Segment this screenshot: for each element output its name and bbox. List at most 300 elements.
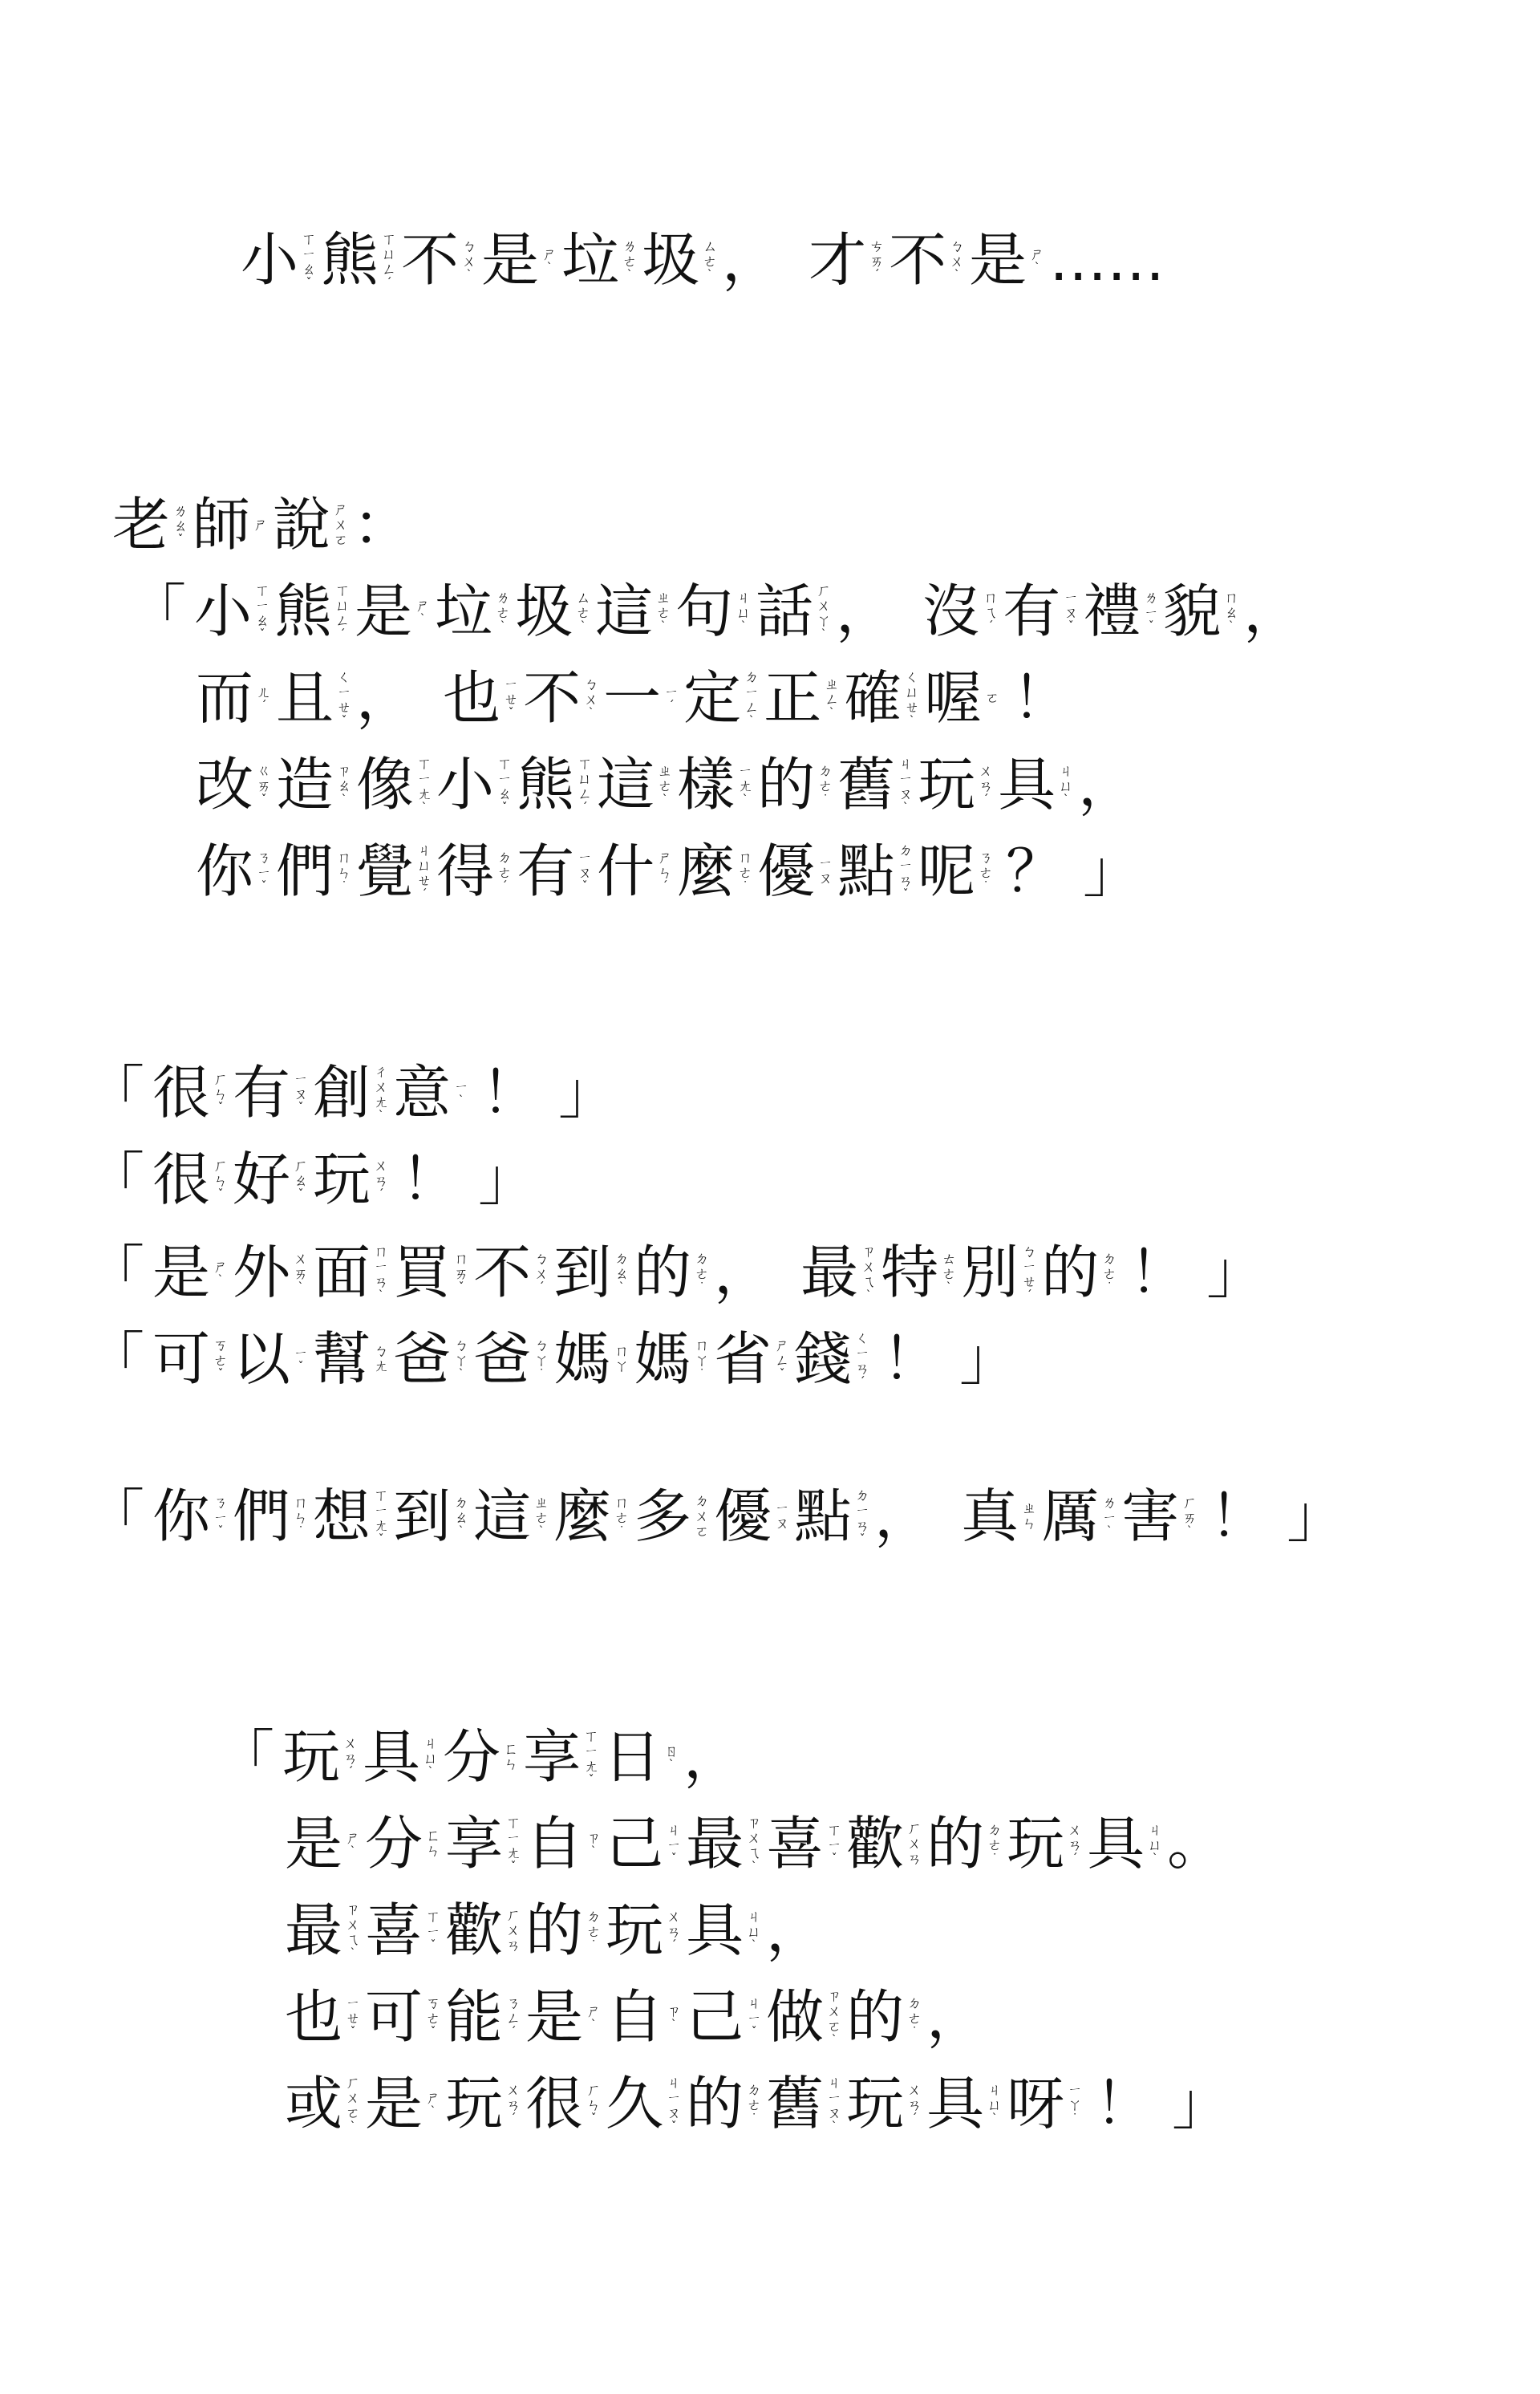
hanzi: 確 (844, 664, 902, 732)
annotated-character (313, 1136, 393, 1223)
annotated-character (1007, 2060, 1087, 2147)
annotated-character (800, 1229, 881, 1316)
annotated-character (595, 568, 675, 655)
hanzi: 優 (714, 1483, 772, 1550)
annotated-character (233, 1473, 313, 1560)
punctuation: ： (353, 491, 411, 558)
hanzi: 熊 (274, 578, 333, 645)
annotated-character (1007, 1800, 1087, 1887)
annotated-character (365, 1887, 445, 1974)
zhuyin: ㄑ ㄧ ㄝ ˇ (337, 668, 352, 728)
zhuyin: ㄐ ㄩ ㄝ ˊ (417, 842, 432, 901)
annotated-character (233, 1049, 313, 1136)
annotated-character (313, 1049, 393, 1136)
hanzi: 特 (881, 1239, 939, 1306)
zhuyin: ㄓ ㄥ ˋ (825, 676, 840, 720)
hanzi: 熊 (517, 751, 575, 818)
annotated-character (764, 655, 844, 741)
annotated-character (525, 1887, 606, 1974)
hanzi: 麼 (677, 838, 736, 905)
annotated-character (837, 828, 918, 915)
zhuyin: ㄓ ㄜ ˋ (534, 1495, 549, 1538)
annotated-character (1003, 568, 1083, 655)
hanzi: 圾 (515, 578, 573, 645)
hanzi: 不 (523, 664, 582, 732)
hanzi: 是 (365, 2070, 424, 2137)
zhuyin: ㄎ ㄜ ˇ (426, 1995, 441, 2039)
annotated-character (603, 1714, 683, 1800)
annotated-character (435, 568, 515, 655)
hanzi: 是 (481, 226, 540, 294)
annotated-character (445, 1800, 525, 1887)
zhuyin: ㄏ ㄨ ㄢ (506, 1906, 521, 1954)
zhuyin: ㄨ ㄢ ˊ (979, 763, 994, 806)
annotated-character (634, 1316, 714, 1402)
annotated-character (677, 741, 757, 828)
annotated-character (606, 1974, 686, 2060)
annotated-character (553, 1229, 634, 1316)
annotated-character (285, 1800, 365, 1887)
text-line (285, 2060, 1230, 2147)
hanzi: 很 (525, 2070, 584, 2137)
annotated-character (846, 2060, 926, 2147)
hanzi: 別 (961, 1239, 1019, 1306)
annotated-character (683, 655, 764, 741)
zhuyin: ㄕ ˋ (415, 597, 431, 626)
zhuyin: ㄕ ˋ (542, 245, 557, 274)
zhuyin: ㄉ ㄜ ˊ (497, 850, 513, 893)
annotated-character (808, 217, 889, 303)
hanzi: 是 (355, 578, 413, 645)
hanzi: 玩 (606, 1897, 664, 1964)
zhuyin: ㄗ ㄨ ㄟ ˋ (861, 1243, 877, 1302)
zhuyin: ㄖ ˋ (664, 1743, 679, 1771)
zhuyin: ㄏ ㄨ ㄚ ˋ (817, 582, 832, 641)
punctuation: 「 (87, 1483, 145, 1550)
zhuyin: ㄐ ㄩ ˋ (747, 1909, 762, 1952)
annotated-character (969, 217, 1049, 303)
annotated-character (714, 1316, 794, 1402)
annotated-character (1041, 1229, 1121, 1316)
zhuyin: ㄅ ㄨ ˋ (950, 238, 965, 282)
punctuation: ， (1078, 751, 1137, 818)
text-line (128, 568, 1330, 655)
annotated-character (152, 1316, 233, 1402)
annotated-character (766, 1800, 846, 1887)
annotated-character (1121, 1473, 1202, 1560)
zhuyin: ㄐ ㄧ ㄡ ˋ (827, 2074, 842, 2133)
punctuation: 「 (217, 1723, 275, 1791)
punctuation: ！ (882, 1325, 941, 1393)
hanzi: 能 (445, 1983, 504, 2051)
zhuyin: ㄏ ㄨ ㄢ (907, 1820, 922, 1868)
annotated-character (473, 1229, 553, 1316)
zhuyin: ㄈ ㄣ (426, 1828, 441, 1860)
punctuation: 「 (87, 1325, 145, 1393)
hanzi: 句 (675, 578, 734, 645)
zhuyin: ㄒ ㄧ ㄤ ˇ (506, 1814, 521, 1873)
hanzi: 有 (233, 1059, 291, 1126)
zhuyin: ㄘ ㄞ ˊ (869, 238, 885, 282)
hanzi: 歡 (846, 1810, 905, 1877)
annotated-character (196, 828, 276, 915)
zhuyin: ㄇ ㄠ ˋ (1224, 590, 1239, 633)
zhuyin: ㄇ ㄣ ˙ (294, 1495, 309, 1538)
zhuyin: ㄇ ㄜ ˙ (738, 850, 753, 893)
hanzi: 是 (152, 1239, 211, 1306)
punctuation: ！ (401, 1146, 460, 1213)
hanzi: 具 (998, 751, 1056, 818)
hanzi: 麼 (553, 1483, 612, 1550)
annotated-character (285, 2060, 365, 2147)
zhuyin: ㄉ ㄧ ㄢ ˇ (855, 1487, 870, 1546)
annotated-character (515, 568, 595, 655)
zhuyin: ㄨ ㄢ ˊ (343, 1735, 359, 1779)
hanzi: 像 (356, 751, 415, 818)
punctuation: 」 (1172, 2070, 1230, 2137)
zhuyin: ㄎ ㄜ ˇ (213, 1337, 229, 1381)
punctuation: ！ (1129, 1239, 1188, 1306)
hanzi: 的 (634, 1239, 692, 1306)
hanzi: 師 (192, 491, 251, 558)
zhuyin: ㄇ ㄜ ˙ (614, 1495, 630, 1538)
hanzi: 不 (889, 226, 947, 294)
zhuyin: ㄕ ˋ (346, 1829, 361, 1858)
annotated-character (714, 1473, 794, 1560)
annotated-character (686, 1887, 766, 1974)
zhuyin: ㄐ ㄧ ㄡ ˇ (667, 2074, 682, 2133)
hanzi: 日 (603, 1723, 662, 1791)
hanzi: 多 (634, 1483, 692, 1550)
hanzi: 玩 (918, 751, 976, 818)
punctuation: 」 (1083, 838, 1141, 905)
hanzi: 媽 (553, 1325, 612, 1393)
zhuyin: ㄐ ㄧ ˇ (667, 1822, 682, 1865)
hanzi: 分 (365, 1810, 424, 1877)
zhuyin: ㄕ ㄨ ㄛ (334, 501, 349, 549)
hanzi: 點 (837, 838, 896, 905)
hanzi: 省 (714, 1325, 772, 1393)
annotated-character (634, 1473, 714, 1560)
hanzi: 爸 (473, 1325, 532, 1393)
annotated-character (393, 1049, 473, 1136)
annotated-character (523, 1714, 603, 1800)
punctuation: 「 (128, 578, 187, 645)
zhuyin: ㄧ ˊ (664, 684, 679, 712)
annotated-character (233, 1136, 313, 1223)
zhuyin: ㄏ ㄣ ˇ (586, 2082, 602, 2125)
annotated-character (393, 1316, 473, 1402)
annotated-character (686, 1974, 766, 2060)
annotated-character (525, 1800, 606, 1887)
annotated-character (846, 1974, 926, 2060)
annotated-character (597, 828, 677, 915)
hanzi: 的 (846, 1983, 905, 2051)
hanzi: 沒 (922, 578, 981, 645)
hanzi: 害 (1121, 1483, 1180, 1550)
zhuyin: ㄐ ㄩ ˋ (987, 2082, 1003, 2125)
annotated-character (473, 1316, 553, 1402)
punctuation: ， (766, 1897, 825, 1964)
annotated-character (794, 1473, 874, 1560)
zhuyin: ㄧ ㄡ ˇ (578, 850, 593, 893)
annotated-character (363, 1714, 443, 1800)
annotated-character (1083, 568, 1163, 655)
hanzi: 自 (525, 1810, 584, 1877)
hanzi: 買 (393, 1239, 452, 1306)
hanzi: 自 (606, 1983, 664, 2051)
annotated-character (192, 481, 273, 568)
annotated-character (922, 568, 1003, 655)
text-line (112, 481, 411, 568)
zhuyin: ㄅ ㄤ (374, 1343, 389, 1375)
annotated-character (525, 2060, 606, 2147)
hanzi: 有 (1003, 578, 1061, 645)
annotated-character (443, 1714, 523, 1800)
zhuyin: ㄐ ㄩ ˋ (1148, 1822, 1163, 1865)
zhuyin: ㄉ ㄧ ㄢ ˇ (898, 842, 914, 901)
hanzi: 爸 (393, 1325, 452, 1393)
hanzi: 禮 (1083, 578, 1141, 645)
hanzi: 的 (1041, 1239, 1100, 1306)
zhuyin: ㄋ ㄜ ˙ (979, 850, 994, 893)
hanzi: 最 (285, 1897, 343, 1964)
punctuation: ， (874, 1483, 933, 1550)
hanzi: 們 (276, 838, 334, 905)
zhuyin: ㄨ ㄞ ˋ (294, 1251, 309, 1294)
zhuyin: ㄏ ㄣ ˇ (213, 1158, 229, 1201)
zhuyin: ㄒ ㄧ ㄠ ˇ (497, 755, 513, 814)
annotated-character (553, 1316, 634, 1402)
annotated-character (152, 1136, 233, 1223)
hanzi: 己 (606, 1810, 664, 1877)
zhuyin: ㄕ (253, 516, 269, 534)
hanzi: 定 (683, 664, 742, 732)
annotated-character (837, 741, 918, 828)
annotated-character (233, 1229, 313, 1316)
annotated-character (675, 568, 756, 655)
zhuyin: ㄉ ㄜ ˙ (987, 1822, 1003, 1865)
hanzi: 也 (285, 1983, 343, 2051)
zhuyin: ㄉ ㄠ ˋ (454, 1495, 469, 1538)
annotated-character (926, 2060, 1007, 2147)
zhuyin: ㄒ ㄧ ˇ (827, 1822, 842, 1865)
annotated-character (112, 481, 192, 568)
zhuyin: ㄒ ㄩ ㄥ ˊ (578, 755, 593, 814)
zhuyin: ㄨ ㄢ ˊ (907, 2082, 922, 2125)
annotated-character (152, 1473, 233, 1560)
punctuation: ， (714, 1239, 772, 1306)
zhuyin: ㄉ ㄜ ˙ (907, 1995, 922, 2039)
text-line (285, 1887, 853, 1974)
annotated-character (285, 1974, 365, 2060)
annotated-character (393, 1473, 473, 1560)
hanzi: 是 (525, 1983, 584, 2051)
zhuyin: ㄧ ㄝ ˇ (346, 1995, 361, 2039)
annotated-character (356, 741, 436, 828)
hanzi: 可 (152, 1325, 211, 1393)
annotated-character (525, 1974, 606, 2060)
zhuyin: ㄧ ㄚ ˙ (1068, 2082, 1083, 2125)
hanzi: 好 (233, 1146, 291, 1213)
zhuyin: ㄋ ㄥ ˊ (506, 1995, 521, 2039)
zhuyin: ㄐ ㄩ ˋ (736, 590, 752, 633)
hanzi: 熊 (321, 226, 379, 294)
hanzi: 喔 (924, 664, 983, 732)
zhuyin: ㄇ ㄚ ˙ (695, 1337, 710, 1381)
text-line (87, 1473, 1344, 1560)
zhuyin: ㄛ (985, 689, 1000, 707)
annotated-character (365, 2060, 445, 2147)
zhuyin: ㄗ ㄨ ㄟ ˋ (747, 1814, 762, 1873)
zhuyin: ㄇ ㄚ (614, 1343, 630, 1375)
hanzi: 也 (443, 664, 501, 732)
hanzi: 這 (595, 578, 654, 645)
annotated-character (1041, 1473, 1121, 1560)
annotated-character (321, 217, 401, 303)
annotated-character (517, 828, 597, 915)
zhuyin: ㄧ ㄡ ˇ (294, 1071, 309, 1114)
annotated-character (597, 741, 677, 828)
zhuyin: ㄒ ㄧ ㄤ ˋ (417, 755, 432, 814)
zhuyin: ㄏ ㄨ ㄛ ˋ (346, 2074, 361, 2133)
zhuyin: ㄧ ˋ (454, 1078, 469, 1107)
zhuyin: ㄙ ㄜ ˋ (576, 590, 591, 633)
zhuyin: ㄉ ㄠ ˋ (614, 1251, 630, 1294)
annotated-character (445, 1974, 525, 2060)
zhuyin: ㄗ ㄠ ˋ (337, 763, 352, 806)
zhuyin: ㄌ ㄠ ˇ (173, 503, 188, 546)
annotated-character (606, 1800, 686, 1887)
hanzi: 優 (757, 838, 816, 905)
zhuyin: ㄏ ㄣ ˇ (213, 1071, 229, 1114)
hanzi: 外 (233, 1239, 291, 1306)
hanzi: 享 (523, 1723, 582, 1791)
hanzi: 玩 (1007, 1810, 1065, 1877)
text-line (87, 1049, 616, 1136)
zhuyin: ㄓ ㄜ ˋ (656, 590, 671, 633)
zhuyin: ㄨ ㄢ ˊ (506, 2082, 521, 2125)
hanzi: 圾 (642, 226, 700, 294)
hanzi: 歡 (445, 1897, 504, 1964)
zhuyin: ㄒ ㄩ ㄥ ˊ (382, 230, 397, 290)
text-line (87, 1136, 536, 1223)
annotated-character (401, 217, 481, 303)
text-line (196, 741, 1165, 828)
annotated-character (686, 2060, 766, 2147)
zhuyin: ㄧ ㄤ ˋ (738, 763, 753, 806)
zhuyin: ㄌ ㄧ ˇ (1144, 590, 1159, 633)
zhuyin: ㄨ ㄢ ˊ (374, 1158, 389, 1201)
zhuyin: ㄌ ㄜ ˋ (622, 238, 638, 282)
hanzi: 有 (517, 838, 575, 905)
annotated-character (276, 828, 356, 915)
punctuation: ， (926, 1983, 985, 2051)
hanzi: 做 (766, 1983, 825, 2051)
zhuyin: ㄨ ㄢ ˊ (667, 1909, 682, 1952)
hanzi: 呀 (1007, 2070, 1065, 2137)
punctuation: ， (836, 578, 894, 645)
annotated-character (313, 1316, 393, 1402)
zhuyin: ㄔ ㄨ ㄤ ˋ (374, 1063, 389, 1122)
annotated-character (355, 568, 435, 655)
zhuyin: ㄅ ㄚ ˋ (454, 1337, 469, 1381)
text-line (196, 655, 1070, 741)
annotated-character (766, 1974, 846, 2060)
text-line (285, 1974, 1013, 2060)
hanzi: 你 (152, 1483, 211, 1550)
hanzi: 是 (969, 226, 1027, 294)
annotated-character (889, 217, 969, 303)
zhuyin: ㄙ ㄜ ˋ (703, 238, 718, 282)
hanzi: 具 (926, 2070, 985, 2137)
zhuyin: ㄉ ㄜ ˙ (586, 1909, 602, 1952)
hanzi: 改 (196, 751, 254, 818)
hanzi: 最 (800, 1239, 859, 1306)
punctuation: 」 (1206, 1239, 1265, 1306)
punctuation: ！ (1012, 664, 1071, 732)
annotated-character (918, 741, 998, 828)
zhuyin: ㄏ ㄠ ˇ (294, 1158, 309, 1201)
punctuation: …… (1049, 226, 1165, 294)
annotated-character (436, 828, 517, 915)
annotated-character (274, 568, 355, 655)
hanzi: 樣 (677, 751, 736, 818)
hanzi: 喜 (365, 1897, 424, 1964)
zhuyin: ㄧ ˇ (294, 1345, 309, 1374)
hanzi: 具 (1087, 1810, 1145, 1877)
annotated-character (282, 1714, 363, 1800)
zhuyin: ㄈ ㄣ (504, 1741, 519, 1773)
hanzi: 分 (443, 1723, 501, 1791)
zhuyin: ㄉ ㄜ ˙ (695, 1251, 710, 1294)
annotated-character (273, 481, 353, 568)
annotated-character (846, 1800, 926, 1887)
text-line (87, 1316, 1017, 1402)
hanzi: 小 (241, 226, 299, 294)
annotated-character (794, 1316, 874, 1402)
punctuation: 「 (87, 1239, 145, 1306)
annotated-character (393, 1229, 473, 1316)
hanzi: 一 (603, 664, 662, 732)
annotated-character (677, 828, 757, 915)
punctuation: ！ (1095, 2070, 1153, 2137)
annotated-character (757, 828, 837, 915)
hanzi: 什 (597, 838, 655, 905)
annotated-character (517, 741, 597, 828)
zhuyin: ㄉ ㄜ ˙ (1102, 1251, 1117, 1294)
hanzi: 面 (313, 1239, 371, 1306)
hanzi: 具 (363, 1723, 421, 1791)
annotated-character (436, 741, 517, 828)
hanzi: 貌 (1163, 578, 1222, 645)
zhuyin: ㄗ ˋ (586, 1829, 602, 1858)
punctuation: ？ (1006, 838, 1064, 905)
hanzi: 喜 (766, 1810, 825, 1877)
zhuyin: ㄕ ˋ (426, 2089, 441, 2118)
zhuyin: ㄐ ㄩ ˋ (424, 1735, 439, 1779)
text-line (285, 1800, 1254, 1887)
annotated-character (766, 2060, 846, 2147)
hanzi: 厲 (1041, 1483, 1100, 1550)
zhuyin: ㄏ ㄞ ˋ (1182, 1495, 1198, 1538)
annotated-character (445, 1887, 525, 1974)
annotated-character (241, 217, 321, 303)
hanzi: 這 (597, 751, 655, 818)
zhuyin: ㄇ ㄧ ㄢ ˋ (374, 1243, 389, 1302)
hanzi: 是 (285, 1810, 343, 1877)
annotated-character (881, 1229, 961, 1316)
